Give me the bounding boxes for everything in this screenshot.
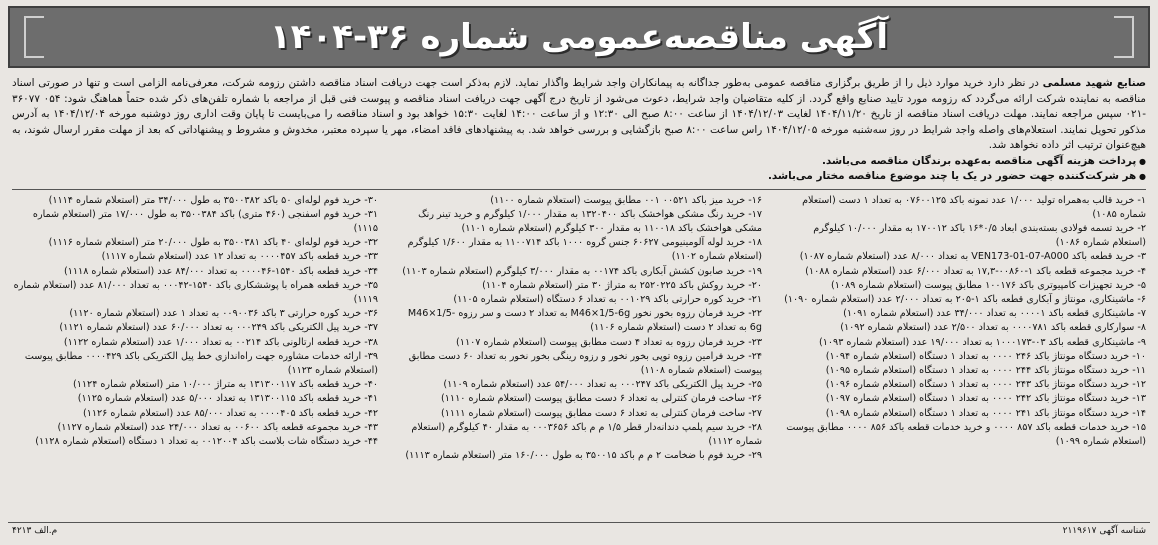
intro-paragraph bbox=[12, 76, 1146, 154]
tender-item: ۳۷- خرید پیل الکتریکی باکد ۰۰۰۲۴۹ به تعداد ۶۰/۰۰۰ عدد (استعلام شماره ۱۱۲۱) bbox=[59, 322, 378, 334]
intro-text: در نظر دارد خرید موارد ذیل را از طریق برگزاری مناقصه عمومی به‌طور جداگانه به پیمانکاران واجد شرایط واگذار نماید. لازم به‌ذکر است جهت دریافت اسناد مناقصه داشتن رزومه شرکت، معرفی‌نامه الزامی است و تنها در صورتی اسناد مناقصه به نماینده شرکت ارائه می‌گردد که رزومه مورد تایید صنایع واقع گردد. از کلیه متقاضیان واجد شرایط، دعوت می‌شود از تاریخ درج آگهی جهت دریافت اسناد مناقصه و پیوست فنی قبل از مراجعه با شماره تلفن‌های ذکر شده حتماً هماهنگ شود: ۰۵۴ ۳۶۰۷۷ -۰۲۱ سپس مراجعه نمایند. مهلت دریافت اسناد مناقصه از تاریخ ۱۴۰۴/۱۱/۲۰ لغایت ۱۴۰۴/۱۲/۰۳ از ساعت ۸:۰۰ صبح الی ۱۲:۳۰ و از ساعت ۱۴:۰۰ لغایت ۱۵:۳۰ خواهد بود و اسناد مناقصه را می‌بایست تا پایان وقت اداری روز دوشنبه مورخه ۱۴۰۴/۱۲/۰۴ به آدرس مذکور تحویل نمایند. استعلام‌های واصله واجد شرایط در روز سه‌شنبه مورخه ۱۴۰۴/۱۲/۰۵ راس ساعت ۸:۰۰ صبح بازگشایی و بررسی خواهد شد. به پیشنهادهای فاقد امضاء، مهر یا سپرده معتبر، مخدوش و مشروط و پیشنهاداتی که بعد از مهلت مقرر ارسال شوند، به هیچ‌عنوان ترتیب اثر داده نخواهد شد. bbox=[12, 77, 1147, 151]
intro-section bbox=[8, 76, 1150, 185]
tender-item: ۳۴- خرید قطعه باکد ۱۵۴۰-۰۰۰۰۴۶ به تعداد ۸۴/۰۰۰ عدد (استعلام شماره ۱۱۱۸) bbox=[64, 265, 378, 277]
items-columns bbox=[8, 190, 1150, 525]
tender-item: ۶- ماشینکاری، مونتاژ و آبکاری قطعه باکد ۱-۲۰۵ به تعداد ۲/۰۰۰ عدد (استعلام شماره ۱۰۹۰) bbox=[784, 293, 1146, 305]
tender-item: ۱۸- خرید لوله آلومینیومی ۶۰۶۲۷ جنس گروه ۱۰۰۰ باکد ۱۱۰۰۷۱۴ به مقدار ۱/۶۰۰ کیلوگرم (استعلام شماره ۱۱۰۲) bbox=[407, 237, 762, 263]
footer bbox=[8, 522, 1150, 539]
tender-item: ۲۷- ساخت فرمان کنترلی به تعداد ۶ دست مطابق پیوست (استعلام شماره ۱۱۱۱) bbox=[441, 407, 762, 419]
items-column-middle bbox=[396, 194, 762, 525]
tender-item: ۳۸- خرید قطعه ارتالونی باکد ۰۰۲۱۴ به تعداد ۱/۰۰۰ عدد (استعلام شماره ۱۱۲۲) bbox=[63, 336, 378, 348]
tender-item: ۱۷- خرید رنگ مشکی هواخشک باکد ۱۳۲۰۴۰۰ به مقدار ۱/۰۰۰ کیلوگرم و خرید تینر رنگ مشکی هواخشک باکد ۱۱۰۰۱۸ به مقدار ۳۰۰ کیلوگرم (استعلام شماره ۱۱۰۱) bbox=[418, 208, 762, 234]
tender-item: ۱۳- خرید دستگاه مونتاژ باکد ۲۴۲ ۰۰۰۰ به تعداد ۱ دستگاه (استعلام شماره ۱۰۹۷) bbox=[825, 393, 1146, 405]
tender-item: ۲۳- خرید فرمان رزوه به تعداد ۴ دست مطابق پیوست (استعلام شماره ۱۱۰۷) bbox=[456, 336, 762, 348]
note-item: ● پرداخت هزینه آگهی مناقصه به‌عهده برندگان مناقصه می‌باشد. bbox=[12, 154, 1146, 170]
ad-reference: م.الف ۴۲۱۳ bbox=[12, 526, 58, 536]
tender-item: ۲- خرید تسمه فولادی بسته‌بندی ابعاد ۰/۵*۱۶ باکد ۱۷۰۰۱۲ به مقدار ۱۰/۰۰۰ کیلوگرم (استعلام شماره ۱۰۸۶) bbox=[813, 222, 1146, 249]
tender-item: ۷- ماشینکاری قطعه باکد ۰۰۰۰۱ به تعداد ۳۴/۰۰۰ عدد (استعلام شماره ۱۰۹۱) bbox=[843, 308, 1146, 320]
tender-item: ۴۲- خرید قطعه باکد ۰۰۰۰۴۰۵ به تعداد ۸۵/۰۰۰ عدد (استعلام شماره ۱۱۲۶) bbox=[82, 407, 378, 419]
tender-item: ۱۵- خرید خدمات قطعه باکد ۸۵۷ ۰۰۰۰ و خرید خدمات قطعه باکد ۸۵۶ ۰۰۰۰ مطابق پیوست (استعلام شماره ۱۰۹۹) bbox=[786, 421, 1146, 447]
tender-item: ۱۱- خرید دستگاه مونتاژ باکد ۲۴۴ ۰۰۰۰ به تعداد ۱ دستگاه (استعلام شماره ۱۰۹۵) bbox=[825, 364, 1146, 376]
tender-item: ۳۲- خرید فوم لوله‌ای ۴۰ باکد ۳۵۰۰۳۸۱ به طول ۲۰/۰۰۰ متر (استعلام شماره ۱۱۱۶) bbox=[48, 237, 378, 249]
tender-item: ۲۰- خرید روکش باکد ۲۵۲۰۲۲۵ به متراژ ۳۰ متر (استعلام شماره ۱۱۰۴) bbox=[482, 279, 762, 291]
tender-item: ۴۴- خرید دستگاه شات بلاست باکد ۰۰۱۲۰۰۴ به تعداد ۱ دستگاه (استعلام شماره ۱۱۲۸) bbox=[35, 435, 378, 447]
tender-item: ۸- سوارکاری قطعه باکد ۰۰۰۰۷۸۱ به تعداد ۲/۵۰۰ عدد (استعلام شماره ۱۰۹۲) bbox=[840, 322, 1146, 334]
tender-item: ۲۸- خرید سیم پلمپ دندانه‌دار قطر ۱/۵ م م باکد ۰۰۰۳۶۵۶ به مقدار ۴۰ کیلوگرم (استعلام شماره ۱۱۱۲) bbox=[411, 421, 762, 447]
note-item: ● هر شرکت‌کننده جهت حضور در یک یا چند موضوع مناقصه مختار می‌باشد. bbox=[12, 169, 1146, 185]
tender-item: ۲۴- خرید فرامین رزوه توپی بخور نخور و رزوه رینگی بخور نخور به تعداد ۶۰ دست مطابق پیوست (استعلام شماره ۱۱۰۸) bbox=[408, 350, 762, 376]
tender-item: ۲۶- ساخت فرمان کنترلی به تعداد ۶ دست مطابق پیوست (استعلام شماره ۱۱۱۰) bbox=[441, 393, 762, 405]
notes-list bbox=[12, 154, 1146, 185]
tender-item: ۳۰- خرید فوم لوله‌ای ۵۰ باکد ۳۵۰۰۳۸۲ به طول ۳۴/۰۰۰ متر (استعلام شماره ۱۱۱۴) bbox=[48, 194, 378, 206]
page-title: آگهی مناقصه‌عمومی شماره ۳۶-۱۴۰۴ bbox=[270, 17, 888, 57]
tender-item: ۱۲- خرید دستگاه مونتاژ باکد ۲۴۳ ۰۰۰۰ به تعداد ۱ دستگاه (استعلام شماره ۱۰۹۶) bbox=[825, 379, 1146, 391]
items-column-left bbox=[12, 194, 378, 525]
tender-item: ۲۱- خرید کوره حرارتی باکد ۰۰۱۰۲۹ به تعداد ۶ دستگاه (استعلام شماره ۱۱۰۵) bbox=[453, 293, 762, 305]
tender-item: ۵- خرید تجهیزات کامپیوتری باکد ۱۰۰۱۷۶ مطابق پیوست (استعلام شماره ۱۰۸۹) bbox=[831, 279, 1146, 291]
tender-item: ۴- خرید مجموعه قطعه باکد ۱-۰۰۸۶۰-۱۷,۳ به تعداد ۶/۰۰۰ عدد (استعلام شماره ۱۰۸۸) bbox=[805, 265, 1146, 277]
title-banner bbox=[8, 6, 1150, 68]
tender-item: ۱۶- خرید میز باکد ۰۰۵۲۱ ۰۰۱ مطابق پیوست (استعلام شماره ۱۱۰۰) bbox=[490, 194, 762, 206]
tender-item: ۳۶- خرید کوره حرارتی ۳ باکد ۰۰۹۰۰۳۶ به تعداد ۱ عدد (استعلام شماره ۱۱۲۰) bbox=[69, 308, 378, 320]
tender-item: ۴۰- خرید قطعه باکد ۱۳۱۳۰۰۱۱۷ به متراژ ۱۰/۰۰۰ متر (استعلام شماره ۱۱۲۴) bbox=[72, 379, 378, 391]
ad-code: شناسه آگهی ۲۱۱۹۶۱۷ bbox=[1062, 526, 1146, 536]
tender-item: ۴۳- خرید مجموعه قطعه باکد ۰۰۶۰۰ به تعداد ۲۴/۰۰۰ عدد (استعلام شماره ۱۱۲۷) bbox=[57, 421, 378, 433]
tender-item: ۱۹- خرید صابون کشش آبکاری باکد ۰۰۱۷۴ به مقدار ۳/۰۰۰ کیلوگرم (استعلام شماره ۱۱۰۳) bbox=[402, 265, 762, 277]
tender-item: ۲۲- خرید فرمان رزوه بخور نخور M46×1/5-6g به تعداد ۲ دست و سر رزوه M46×1/5-6g به تعداد ۲ دست (استعلام شماره ۱۱۰۶) bbox=[407, 308, 762, 334]
tender-item: ۹- ماشینکاری قطعه باکد ۰۳-۱۰۰۰۱۷۳ به تعداد ۱۹/۰۰۰ عدد (استعلام شماره ۱۰۹۳) bbox=[818, 336, 1146, 348]
items-column-right bbox=[780, 194, 1146, 525]
tender-item: ۱۰- خرید دستگاه مونتاژ باکد ۲۴۶ ۰۰۰۰ به تعداد ۱ دستگاه (استعلام شماره ۱۰۹۴) bbox=[825, 350, 1146, 362]
tender-item: ۱۴- خرید دستگاه مونتاژ باکد ۲۴۱ ۰۰۰۰ به تعداد ۱ دستگاه (استعلام شماره ۱۰۹۸) bbox=[825, 407, 1146, 419]
tender-item: ۳۳- خرید قطعه باکد ۰۰۰۰۴۵۷ به تعداد ۱۲ عدد (استعلام شماره ۱۱۱۷) bbox=[101, 251, 378, 263]
tender-item: ۳۵- خرید قطعه همراه با پوششکاری باکد ۱۵۴۰-۰۰۰۴۲ به تعداد ۸۱/۰۰۰ عدد (استعلام شماره ۱۱۱۹) bbox=[13, 279, 378, 305]
tender-item: ۳- خرید قطعه باکد VEN173-01-07-A000 به تعداد ۸/۰۰۰ عدد (استعلام شماره ۱۰۸۷) bbox=[799, 251, 1146, 263]
company-name: صنایع شهید مسلمی bbox=[1042, 77, 1147, 89]
tender-item: ۳۱- خرید فوم اسفنجی (۴۶۰ متری) باکد ۳۵۰۰۳۸۴ به طول ۱۷/۰۰۰ متر (استعلام شماره ۱۱۱۵) bbox=[32, 208, 378, 234]
tender-item: ۳۹- ارائه خدمات مشاوره جهت راه‌اندازی خط پیل الکتریکی باکد ۰۰۰۰۴۲۹ مطابق پیوست (استعلام شماره ۱۱۲۳) bbox=[24, 350, 378, 376]
tender-item: ۲۵- خرید پیل الکتریکی باکد ۰۰۰۲۴۷ به تعداد ۵۴/۰۰۰ عدد (استعلام شماره ۱۱۰۹) bbox=[443, 379, 762, 391]
tender-item: ۴۱- خرید قطعه باکد ۱۳۱۳۰۰۱۱۵ به تعداد ۵/۰۰۰ عدد (استعلام شماره ۱۱۲۵) bbox=[77, 393, 378, 405]
tender-item: ۱- خرید قالب به‌همراه تولید ۱/۰۰۰ عدد نمونه باکد ۰۷۶۰۰۱۲۵ به تعداد ۱ دست (استعلام شماره ۱۰۸۵) bbox=[802, 194, 1146, 220]
tender-item: ۲۹- خرید فوم با ضخامت ۲ م م باکد ۳۵۰۰۱۵ به طول ۱۶۰/۰۰۰ متر (استعلام شماره ۱۱۱۳) bbox=[405, 450, 762, 462]
